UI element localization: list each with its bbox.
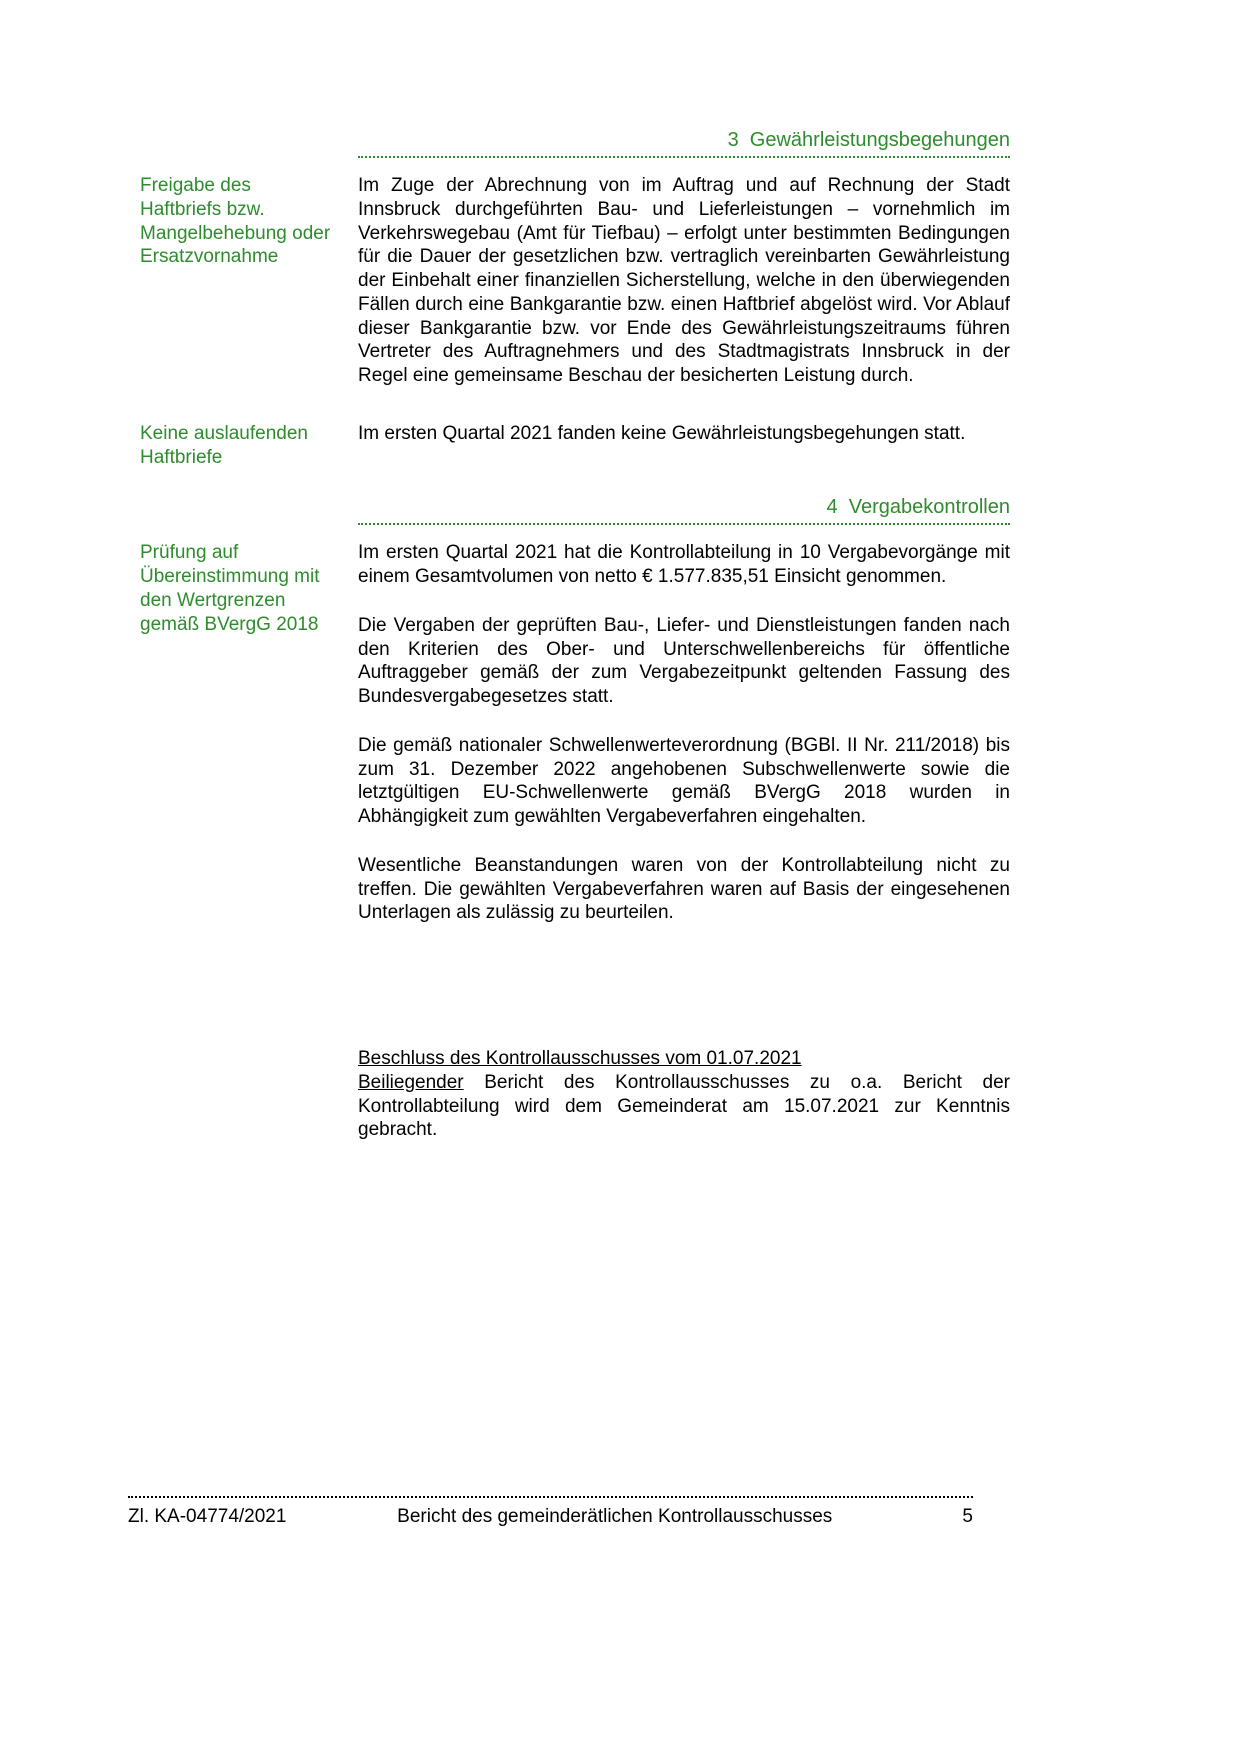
section-4-heading: 4 Vergabekontrollen	[826, 496, 1010, 519]
footer-page-number: 5	[962, 1506, 973, 1527]
beschluss-text: Bericht des Kontrollausschusses zu o.a. Bericht der Kontrollabteilung wird dem Gemeinderat am 15.07.2021 zur Kenntnis gebracht.	[358, 1071, 1010, 1141]
beschluss-block	[358, 1047, 1010, 1142]
section-4-heading-divider	[358, 495, 1010, 525]
beschluss-paragraph	[358, 1071, 1010, 1142]
margin-label-pruefung: Prüfung auf Übereinstimmung mit den Wertgrenzen gemäß BVergG 2018	[140, 542, 320, 635]
footer-title: Bericht des gemeinderätlichen Kontrollausschusses	[397, 1506, 833, 1527]
body-paragraph: Die gemäß nationaler Schwellenwerteverordnung (BGBl. II Nr. 211/2018) bis zum 31. Dezember 2022 angehobenen Subschwellenwerte sowie die letztgültigen EU-Schwellenwerte gemäß BVergG 2018 wurden in Abhängigkeit zum gewählten Vergabeverfahren eingehalten.	[358, 734, 1010, 827]
body-paragraph: Die Vergaben der geprüften Bau-, Liefer- und Dienstleistungen fanden nach den Kriterien des Ober- und Unterschwellenbereichs für öffentliche Auftraggeber gemäß der zum Vergabezeitpunkt geltenden Fassung des Bundesvergabegesetzes statt.	[358, 614, 1010, 707]
block-vergabekontrollen	[140, 541, 1010, 925]
body-paragraph: Im ersten Quartal 2021 hat die Kontrollabteilung in 10 Vergabevorgänge mit einem Gesamtvolumen von netto € 1.577.835,51 Einsicht genommen.	[358, 542, 1010, 587]
body-column	[358, 174, 1010, 388]
block-keine-haftbriefe	[140, 422, 1010, 470]
section-3-heading: 3 Gewährleistungsbegehungen	[727, 129, 1010, 151]
body-column	[358, 541, 1010, 925]
footer-reference: Zl. KA-04774/2021	[128, 1506, 287, 1527]
block-haftbrief	[140, 174, 1010, 388]
body-paragraph: Im Zuge der Abrechnung von im Auftrag und auf Rechnung der Stadt Innsbruck durchgeführten Bau- und Lieferleistungen – vornehmlich im Verkehrswegebau (Amt für Tiefbau) – erfolgt unter bestimmten Bedingungen für die Dauer der gesetzlichen bzw. vertraglich vereinbarten Gewährleistung der Einbehalt einer finanziellen Sicherstellung, welche in den überwiegenden Fällen durch eine Bankgarantie bzw. einen Haftbrief abgelöst wird. Vor Ablauf dieser Bankgarantie bzw. vor Ende des Gewährleistungszeitraums führen Vertreter des Auftragnehmers und des Stadtmagistrats Innsbruck in der Regel eine gemeinsame Beschau der besicherten Leistung durch.	[358, 175, 1010, 386]
body-paragraph: Wesentliche Beanstandungen waren von der Kontrollabteilung nicht zu treffen. Die gewählten Vergabeverfahren waren auf Basis der eingesehenen Unterlagen als zulässig zu beurteilen.	[358, 854, 1010, 924]
margin-label-keine-haftbriefe: Keine auslaufenden Haftbriefe	[140, 422, 308, 468]
margin-label-haftbrief: Freigabe des Haftbriefs bzw. Mangelbehebung oder Ersatzvornahme	[140, 175, 331, 268]
beschluss-title: Beschluss des Kontrollausschusses vom 01.07.2021	[358, 1048, 802, 1069]
body-column	[358, 422, 1010, 470]
page-footer	[128, 1496, 973, 1529]
body-paragraph: Im ersten Quartal 2021 fanden keine Gewährleistungsbegehungen statt.	[358, 422, 966, 444]
beschluss-lead-word: Beiliegender	[358, 1071, 464, 1093]
section-3-heading-divider	[358, 128, 1010, 158]
